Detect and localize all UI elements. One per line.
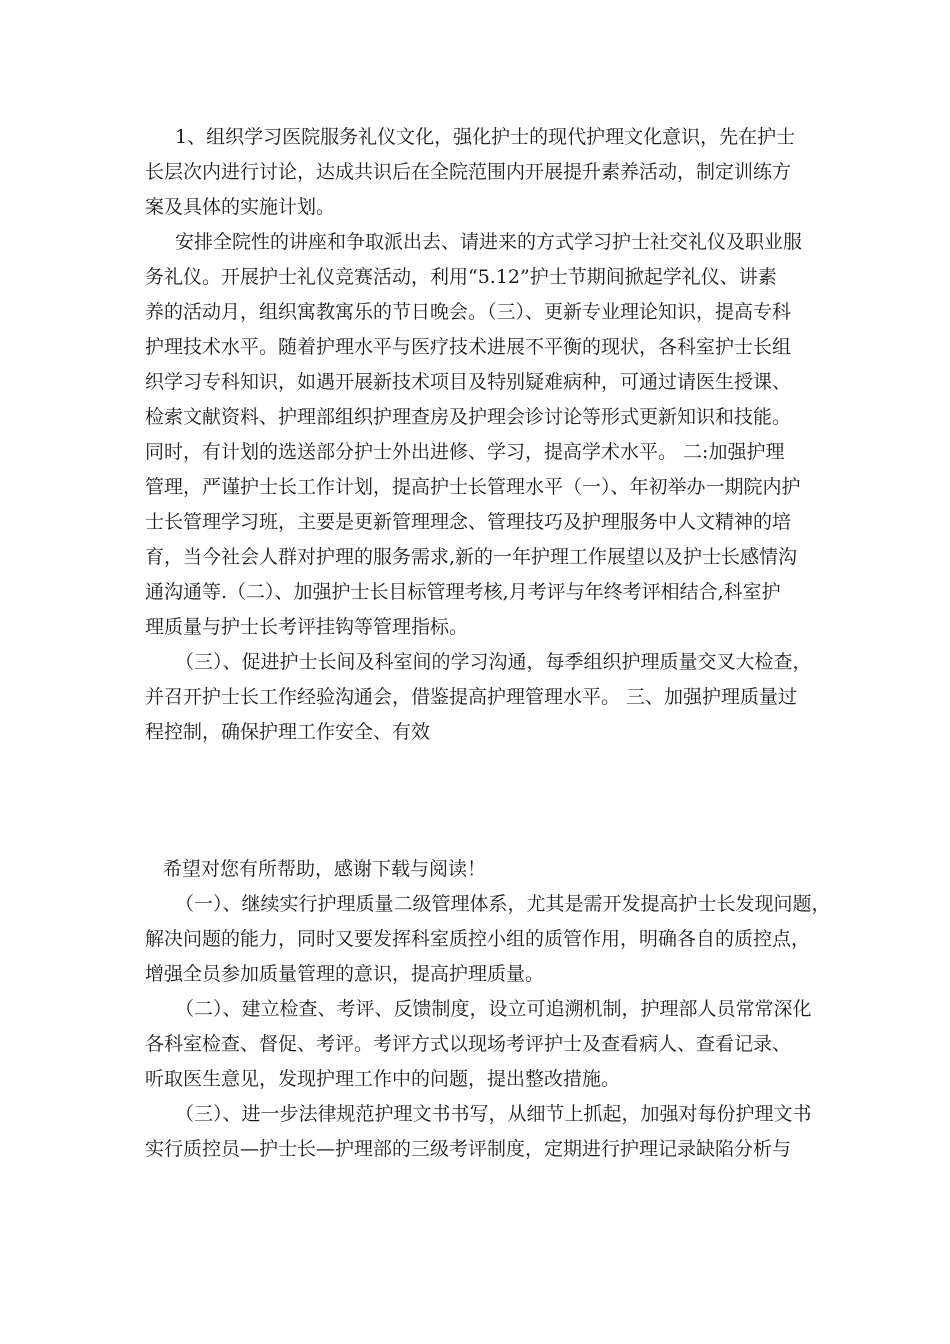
- paragraph-line: 1、组织学习医院服务礼仪文化，强化护士的现代护理文化意识，先在护士: [175, 126, 796, 148]
- paragraph-line: 增强全员参加质量管理的意识，提高护理质量。: [145, 963, 545, 985]
- paragraph-line: 养的活动月，组织寓教寓乐的节日晚会。（三）、更新专业理论知识，提高专科: [145, 301, 792, 323]
- closing-message: 希望对您有所帮助，感谢下载与阅读！: [163, 858, 487, 880]
- paragraph-line: 育，当今社会人群对护理的服务需求,新的一年护理工作展望以及护士长感情沟: [145, 546, 798, 568]
- paragraph-line: 织学习专科知识，如遇开展新技术项目及特别疑难病种，可通过请医生授课、: [145, 371, 792, 393]
- paragraph-line: 程控制，确保护理工作安全、有效: [145, 721, 431, 743]
- paragraph-line: （二）、建立检查、考评、反馈制度，设立可追溯机制，护理部人员常常深化: [175, 998, 812, 1020]
- paragraph-line: （三）、促进护士长间及科室间的学习沟通，每季组织护理质量交叉大检查，: [175, 651, 812, 673]
- paragraph-line: 听取医生意见，发现护理工作中的问题，提出整改措施。: [145, 1068, 621, 1090]
- paragraph-line: 通沟通等.（二）、加强护士长目标管理考核,月考评与年终考评相结合,科室护: [145, 581, 781, 603]
- paragraph-line: 护理技术水平。随着护理水平与医疗技术进展不平衡的现状，各科室护士长组: [145, 336, 792, 358]
- body-text-top: [145, 120, 815, 750]
- paragraph-line: 案及具体的实施计划。: [145, 196, 336, 218]
- paragraph-line: 实行质控员—护士长—护理部的三级考评制度，定期进行护理记录缺陷分析与: [145, 1138, 792, 1160]
- paragraph-line: 理质量与护士长考评挂钩等管理指标。: [145, 616, 469, 638]
- paragraph-line: （三）、进一步法律规范护理文书书写，从细节上抓起，加强对每份护理文书: [175, 1103, 812, 1125]
- paragraph-line: 并召开护士长工作经验沟通会，借鉴提高护理管理水平。 三、加强护理质量过: [145, 686, 798, 708]
- body-text-bottom: [145, 852, 831, 1167]
- paragraph-line: 各科室检查、督促、考评。考评方式以现场考评护士及查看病人、查看记录、: [145, 1033, 792, 1055]
- paragraph-line: 务礼仪。开展护士礼仪竞赛活动，利用“5.12”护士节期间掀起学礼仪、讲素: [145, 266, 777, 288]
- paragraph-line: 解决问题的能力，同时又要发挥科室质控小组的质管作用，明确各自的质控点，: [145, 928, 811, 950]
- paragraph-line: （一）、继续实行护理质量二级管理体系，尤其是需开发提高护士长发现问题，: [175, 893, 831, 915]
- paragraph-line: 长层次内进行讨论，达成共识后在全院范围内开展提升素养活动，制定训练方: [145, 161, 792, 183]
- paragraph-line: 安排全院性的讲座和争取派出去、请进来的方式学习护士社交礼仪及职业服: [175, 231, 803, 253]
- paragraph-line: 检索文献资料、护理部组织护理查房及护理会诊讨论等形式更新知识和技能。: [145, 406, 792, 428]
- paragraph-line: 士长管理学习班，主要是更新管理理念、管理技巧及护理服务中人文精神的培: [145, 511, 792, 533]
- paragraph-line: 管理，严谨护士长工作计划，提高护士长管理水平（一）、年初举办一期院内护: [145, 476, 801, 498]
- paragraph-line: 同时，有计划的选送部分护士外出进修、学习，提高学术水平。 二:加强护理: [145, 441, 785, 463]
